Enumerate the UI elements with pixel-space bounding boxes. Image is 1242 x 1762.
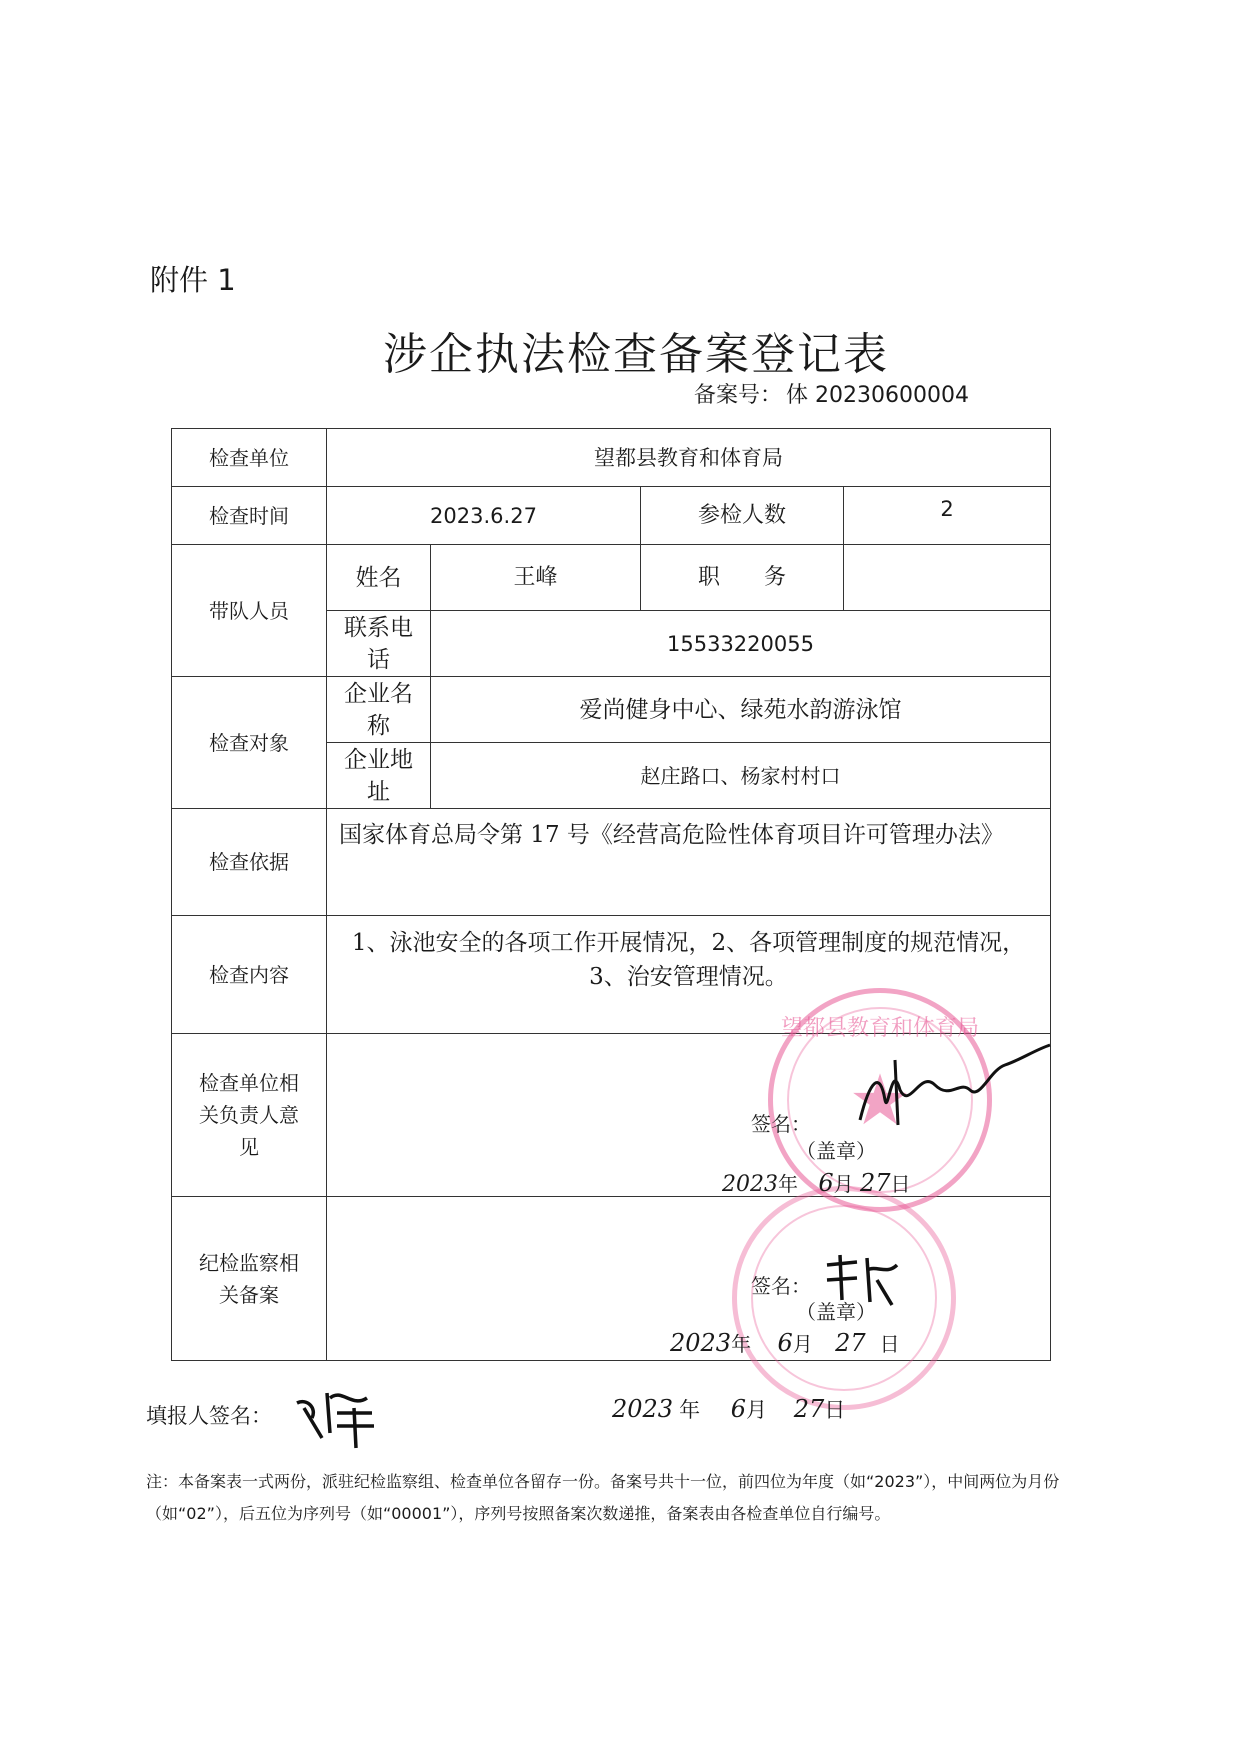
content-value: 1、泳池安全的各项工作开展情况，2、各项管理制度的规范情况，3、治安管理情况。	[327, 916, 1051, 1034]
company-name-label: 企业名称	[327, 677, 431, 743]
star-icon: ★	[848, 1059, 912, 1141]
filler-handwritten-signature	[292, 1378, 382, 1458]
stamp-text: 望都县教育和体育局	[780, 1016, 979, 1041]
filler-sign-label: 填报人签名：	[146, 1404, 272, 1428]
position-label: 职 务	[641, 545, 844, 611]
discipline-seal-label: （盖章）	[796, 1300, 876, 1324]
participants-label: 参检人数	[641, 487, 844, 545]
inspection-time-label: 检查时间	[172, 487, 327, 545]
basis-value: 国家体育总局令第 17 号《经营高危险性体育项目许可管理办法》	[327, 809, 1051, 916]
unit-seal-label: （盖章）	[796, 1139, 876, 1163]
filing-number-line	[690, 378, 969, 409]
leader-position-value	[844, 545, 1051, 611]
month-label: 月	[792, 1332, 813, 1356]
unit-date-year: 2023	[722, 1172, 778, 1197]
unit-handwritten-signature	[840, 1040, 1052, 1140]
year-label: 年	[731, 1332, 752, 1356]
discipline-date-year: 2023	[670, 1329, 732, 1357]
year-label: 年	[778, 1172, 798, 1196]
phone-label: 联系电话	[327, 611, 431, 677]
attachment-label: 附件 1	[150, 263, 236, 297]
unit-opinion-label: 检查单位相关负责人意见	[172, 1034, 327, 1197]
inspection-time-value: 2023.6.27	[327, 487, 641, 545]
discipline-date-day: 27	[835, 1329, 866, 1357]
filler-date	[612, 1394, 845, 1424]
target-label: 检查对象	[172, 677, 327, 809]
footnote: 注：本备案表一式两份，派驻纪检监察组、检查单位各留存一份。备案号共十一位，前四位为年度（如“2023”），中间两位为月份（如“02”），后五位为序列号（如“00001”），序列号按照备案次数递推，备案表由各检查单位自行编号。	[146, 1472, 1060, 1523]
month-label: 月	[746, 1398, 768, 1422]
leader-name-value: 王峰	[431, 545, 641, 611]
company-name-value: 爱尚健身中心、绿苑水韵游泳馆	[431, 677, 1051, 743]
basis-label: 检查依据	[172, 809, 327, 916]
filing-label: 备案号：	[694, 383, 783, 408]
participants-value: 2	[844, 487, 1051, 545]
content-label: 检查内容	[172, 916, 327, 1034]
document-title: 涉企执法检查备案登记表	[383, 329, 889, 380]
unit-date	[722, 1168, 911, 1197]
discipline-date-month: 6	[777, 1329, 793, 1357]
unit-date-month: 6	[818, 1169, 834, 1197]
filler-date-year: 2023	[612, 1395, 674, 1423]
inspection-unit-label: 检查单位	[172, 429, 327, 487]
phone-value: 15533220055	[431, 611, 1051, 677]
filing-number: 体 20230600004	[786, 383, 969, 408]
company-address-value: 赵庄路口、杨家村村口	[431, 743, 1051, 809]
day-label: 日	[824, 1398, 846, 1422]
company-address-label: 企业地址	[327, 743, 431, 809]
leader-label: 带队人员	[172, 545, 327, 677]
unit-sign-label: 签名：	[751, 1112, 811, 1136]
inspection-unit-value: 望都县教育和体育局	[327, 429, 1051, 487]
filler-date-month: 6	[730, 1395, 747, 1423]
discipline-sign-label: 签名：	[751, 1274, 811, 1298]
day-label: 日	[879, 1332, 900, 1356]
name-label: 姓名	[327, 545, 431, 611]
year-label: 年	[679, 1398, 701, 1422]
discipline-label: 纪检监察相关备案	[172, 1197, 327, 1361]
filler-date-day: 27	[793, 1395, 825, 1423]
day-label: 日	[890, 1172, 911, 1196]
discipline-date	[670, 1328, 900, 1357]
month-label: 月	[833, 1172, 854, 1196]
unit-date-day: 27	[860, 1169, 891, 1197]
